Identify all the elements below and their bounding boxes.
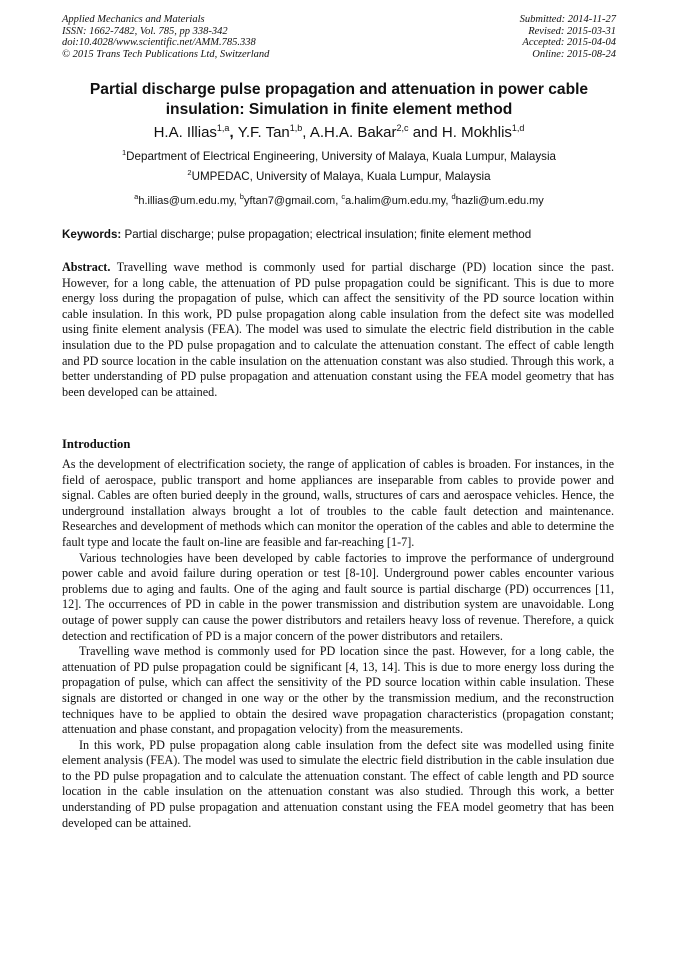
paper-title: [70, 80, 608, 120]
email-address: yftan7@gmail.com,: [243, 195, 342, 207]
title-line-2: insulation: Simulation in finite element method: [165, 101, 513, 118]
keywords-text: Partial discharge; pulse propagation; electrical insulation; finite element method: [121, 228, 532, 241]
doi-line: doi:10.4028/www.scientific.net/AMM.785.338: [62, 37, 256, 49]
affiliation-2: [40, 170, 638, 184]
issn-line: ISSN: 1662-7482, Vol. 785, pp 338-342: [62, 25, 228, 37]
email-sup: c: [341, 192, 346, 201]
author-sup: 1,a: [216, 123, 230, 133]
intro-paragraph: Various technologies have been developed by cable factories to improve the performance of underground power cable and avoid failure during operation or test [8-10]. Underground power cables encounter various problems due to aging and faults. One of the aging and fault source is partial discharge (PD) occurrences [11, 12]. The occurrences of PD in cable in the power transmission and distribution system are unavoidable. Long outage of power supply can cause the power distributors and retailers heavy loss of revenue. Therefore, a quick detection and rectification of PD is a major concern of the power distributors and retailers.: [62, 550, 614, 643]
introduction-section: [62, 457, 614, 831]
author: [238, 124, 310, 141]
online-date: Online: 2015-08-24: [532, 48, 616, 60]
title-line-1: Partial discharge pulse propagation and attenuation in power cable: [89, 81, 589, 98]
keywords: [62, 228, 622, 242]
journal-header: [62, 14, 269, 60]
submitted-date: Submitted: 2014-11-27: [519, 14, 616, 25]
intro-paragraph: Travelling wave method is commonly used for PD location since the past. However, for a long cable, the attenuation of PD pulse propagation could be significant [4, 13, 14]. This is due to more energy loss during the propagation of pulse, which can affect the sensitivity of the PD source location within cable insulation. These signals are distorted or changed in one way or the other by the transmission medium, and the reconstruction techniques have to be applied to obtain the desired wave propagation characteristics (propagation constant; attenuation and phase constant, and propagation velocity) from the measurements.: [62, 644, 614, 737]
revised-date: Revised: 2015-03-31: [528, 25, 616, 37]
affiliation-text: UMPEDAC, University of Malaya, Kuala Lumpur, Malaysia: [191, 170, 491, 183]
affiliation-1: [40, 150, 638, 164]
section-heading-introduction: Introduction: [62, 437, 131, 451]
author-separator: ,: [229, 124, 238, 141]
author-list: [40, 123, 638, 143]
email-sup: d: [451, 192, 456, 201]
author-name: H.A. Illias: [153, 124, 217, 141]
abstract: [62, 260, 614, 400]
author-name: H. Mokhlis: [441, 124, 512, 141]
author-name: Y.F. Tan: [237, 124, 290, 141]
email-address: a.halim@um.edu.my,: [345, 195, 452, 207]
email-sup: a: [134, 192, 139, 201]
author-sup: 1,b: [289, 123, 303, 133]
intro-paragraph: In this work, PD pulse propagation along cable insulation from the defect site was modelled using finite element analysis (FEA). The model was used to simulate the electric field distribution in the cable insulation due to the PD pulse propagation and to calculate the attenuation constant. The effect of cable length and PD source location in the cable insulation on the attenuation constant was also studied. Through this work, a better understanding of PD pulse propagation and attenuation constant using the FEA model geometry that has been developed can be attained.: [62, 737, 614, 830]
journal-name: Applied Mechanics and Materials: [62, 14, 205, 25]
email-address: hazli@um.edu.my: [455, 195, 544, 207]
author-sup: 2,c: [396, 123, 409, 133]
keywords-label: Keywords:: [62, 228, 122, 241]
abstract-text: Travelling wave method is commonly used for partial discharge (PD) location since the past. However, for a long cable, the attenuation of PD pulse propagation could be significant. This is due to more energy loss during the propagation of pulse, which can affect the sensitivity of the PD source location within cable insulation. In this work, PD pulse propagation along cable insulation from the defect site was modelled using finite element analysis (FEA). The model was used to simulate the electric field distribution in the cable insulation due to the PD pulse propagation and to calculate the attenuation constant. The effect of cable length and PD source location in the cable insulation on the attenuation constant was also studied. Through this work, a better understanding of PD pulse propagation and attenuation constant using the FEA model geometry that has been developed can be attained.: [62, 260, 614, 399]
author-emails: [40, 194, 638, 208]
affiliation-sup: 2: [187, 168, 192, 177]
accepted-date: Accepted: 2015-04-04: [522, 37, 616, 49]
intro-paragraph: As the development of electrification society, the range of application of cables is broaden. For instances, in the field of aerospace, public transport and home appliances are inseparable from cables to provide power and signal. Cables are often buried deeply in the ground, walls, structures of cars and aerospace vehicles. Hence, the underground installation always brought a lot of troubles to the cable fault detection and maintenance. Researches and development of methods which can monitor the operation of the cables and able to determine the fault type and locate the fault on-line are feasible and far-reaching [1-7].: [62, 457, 614, 549]
author: [442, 124, 525, 141]
dates-header: [520, 14, 616, 60]
copyright-line: © 2015 Trans Tech Publications Ltd, Switzerland: [62, 48, 270, 60]
author-sup: 1,d: [511, 123, 525, 133]
email-address: h.illias@um.edu.my,: [138, 195, 240, 207]
author-separator: ,: [302, 124, 310, 141]
author-name: A.H.A. Bakar: [309, 124, 397, 141]
author: [154, 124, 238, 141]
email-sup: b: [239, 192, 244, 201]
abstract-label: Abstract.: [62, 260, 111, 274]
author-separator: and: [408, 124, 442, 141]
affiliation-sup: 1: [122, 148, 127, 157]
author: [310, 124, 442, 141]
affiliation-text: Department of Electrical Engineering, University of Malaya, Kuala Lumpur, Malaysia: [126, 150, 556, 163]
